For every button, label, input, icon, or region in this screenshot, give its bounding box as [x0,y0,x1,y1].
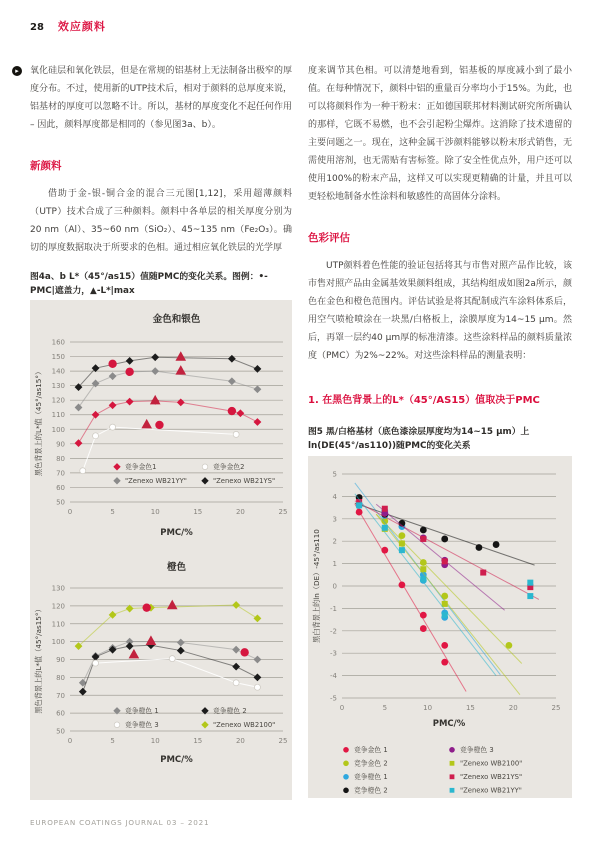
svg-text:竞争橙色 2: 竞争橙色 2 [213,707,247,715]
svg-text:5: 5 [382,704,388,712]
svg-text:竞争橙色 1: 竞争橙色 1 [125,707,159,715]
svg-text:-1: -1 [330,604,337,613]
svg-text:100: 100 [51,638,65,647]
right-column [308,62,572,453]
figure4-panel [30,300,292,800]
section-title: 效应颜料 [57,20,106,33]
svg-text:0: 0 [67,508,73,516]
figure5-caption-line1: 图5 黑/白格基材（底色漆涂层厚度均为14~15 μm）上 [308,427,530,437]
svg-text:金色和银色: 金色和银色 [152,314,201,325]
figure4-caption-line2: PMC|遮盖力，▲-L*|max [30,285,135,296]
svg-text:"Zenexo WB2100": "Zenexo WB2100" [213,721,276,729]
svg-text:10: 10 [150,508,160,516]
svg-text:80: 80 [56,673,65,682]
svg-text:90: 90 [56,440,65,449]
svg-text:PMC/%: PMC/% [160,755,193,765]
svg-text:160: 160 [51,338,65,347]
svg-text:20: 20 [235,508,245,516]
svg-text:10: 10 [423,704,433,712]
svg-text:0: 0 [339,704,345,712]
svg-text:橙色: 橙色 [166,562,187,573]
right-paragraph-2: UTP颜料着色性能的验证包括将其与市售对照产品作比较，该市售对照产品由金属基效果颜料组成，其结构组成如图2a所示，颜色在金色和橙色范围内。评估试验是将其配制成汽车涂料体系后，用空气喷枪喷涂在一块黑/白格板上，涂膜厚度为14~15 μm。然后，再罩一层约40 μm厚的标准清漆。这些涂料样品的颜料质量浓度（PMC）为2%~22%。对这些涂料样品的测量表明： [308,261,572,361]
chart-fig5 [308,456,572,798]
left-column [15,62,292,298]
svg-text:0: 0 [67,737,73,745]
heading-new-pigments: 新颜料 [30,160,62,172]
svg-text:5: 5 [110,508,115,516]
svg-text:黑色背景上的L*值（45°/as15°）: 黑色背景上的L*值（45°/as15°） [34,605,43,714]
figure5-caption-line2: ln(DE(45°/as110))随PMC的变化关系 [308,440,471,451]
left-paragraph-1: 氧化硅层和氧化铁层，但是在常规的铝基材上无法制备出极窄的厚度分布。不过，使用新的UTP技术后，相对于颜料的总厚度来说，铝基材的厚度可以忽略不计。所以，基材的厚度变化不起任何作用 – 因此，颜料厚度都是相同的（参见图3a、b）。 [30,66,292,130]
svg-text:120: 120 [51,602,65,611]
svg-text:"Zenexo WB21YS": "Zenexo WB21YS" [460,773,523,781]
page-header [30,18,106,34]
svg-text:150: 150 [51,353,65,362]
svg-text:竞争橙色 1: 竞争橙色 1 [354,773,388,781]
svg-text:黑色背景上的L*值（45°/as15°）: 黑色背景上的L*值（45°/as15°） [34,367,43,477]
figure4-caption [30,271,292,298]
svg-text:-5: -5 [330,694,337,703]
svg-text:1: 1 [332,560,337,569]
svg-text:50: 50 [56,498,65,507]
svg-text:PMC/%: PMC/% [160,528,193,538]
svg-text:25: 25 [278,737,288,745]
svg-text:70: 70 [56,691,65,700]
svg-text:110: 110 [51,411,65,420]
page-number: 28 [30,22,44,33]
svg-text:0: 0 [332,582,337,591]
svg-text:-2: -2 [330,627,337,636]
svg-text:70: 70 [56,469,65,478]
chart-orange [30,550,292,800]
svg-text:50: 50 [56,727,65,736]
page-footer: EUROPEAN COATINGS JOURNAL 03 – 2021 [30,818,210,827]
svg-text:竞争金色 2: 竞争金色 2 [354,759,388,768]
svg-text:140: 140 [51,367,65,376]
svg-text:15: 15 [193,508,203,516]
heading-result-1: 1. 在黑色背景上的L*（45°/AS15）值取决于PMC [308,395,540,406]
heading-color-evaluation: 色彩评估 [308,232,350,244]
svg-text:3: 3 [332,515,337,524]
svg-text:100: 100 [51,425,65,434]
chart-gold-silver [30,300,292,550]
figure5-panel [308,456,572,798]
svg-text:4: 4 [332,492,337,501]
svg-text:10: 10 [150,737,160,745]
svg-text:120: 120 [51,396,65,405]
svg-text:5: 5 [332,470,337,479]
svg-text:90: 90 [56,656,65,664]
arrow-bullet-icon: ▸ [12,66,22,76]
svg-text:竞争橙色 3: 竞争橙色 3 [460,746,494,754]
svg-text:60: 60 [56,709,65,718]
svg-text:黑白背景上的ln（DE）-45°/as110: 黑白背景上的ln（DE）-45°/as110 [312,529,321,643]
svg-text:15: 15 [193,737,203,745]
svg-text:"Zenexo WB21YY": "Zenexo WB21YY" [125,477,187,485]
svg-text:25: 25 [278,508,288,516]
svg-text:竞争金色2: 竞争金色2 [213,463,245,471]
svg-text:"Zenexo WB2100": "Zenexo WB2100" [460,759,523,768]
svg-text:25: 25 [551,704,561,712]
svg-text:2: 2 [332,537,337,546]
svg-text:130: 130 [51,584,65,593]
svg-text:"Zenexo WB21YS": "Zenexo WB21YS" [213,477,276,485]
svg-text:PMC/%: PMC/% [432,719,466,729]
svg-text:竞争橙色 2: 竞争橙色 2 [354,786,388,795]
svg-text:80: 80 [56,454,65,463]
lead-paragraph-block [15,62,292,134]
svg-text:竞争金色1: 竞争金色1 [125,463,157,471]
svg-text:"Zenexo WB21YY": "Zenexo WB21YY" [460,786,522,795]
figure5-caption [308,426,572,453]
svg-text:110: 110 [51,620,65,629]
svg-text:-3: -3 [330,649,337,658]
right-paragraph-1: 度来调节其色相。可以清楚地看到，铝基板的厚度减小到了最小值。在每种情况下，颜料中铝的重量百分率均小于15%。为此，也可以将颜料作为一种干粉末：正如德国联邦材料测试研究所所确认的那样，它既不易燃，也不会引起粉尘爆炸。这消除了技术遗留的主要问题之一。现在，这种金属干涉颜料能够以粉末形式销售，无需使用溶剂，也无需贴有害标签。除了安全性优点外，用户还可以使用100%的粉末产品，这样又可以实现更精确的计量，并且可以更轻松地制备水性涂料和敏感性的高固体分涂料。 [308,66,572,202]
svg-text:130: 130 [51,382,65,391]
svg-text:60: 60 [56,483,65,492]
svg-text:竞争橙色 3: 竞争橙色 3 [125,721,159,729]
svg-text:20: 20 [508,704,518,712]
svg-text:20: 20 [235,737,245,745]
figure4-caption-line1: 图4a、b L*（45°/as15）值随PMC的变化关系。图例：•- [30,272,268,282]
svg-text:竞争金色 1: 竞争金色 1 [354,746,388,754]
left-paragraph-2: 借助于金-银-铜合金的混合三元图[1,12]，采用超薄颜料（UTP）技术合成了三种颜料。颜料中各单层的相关厚度分别为20 nm（Al）、35~60 nm（SiO₂）、45~135 nm（Fe₂O₃）。确切的厚度数据取决于所要求的色相。通过相应氧化铁层的光学厚 [30,189,292,253]
svg-text:-4: -4 [330,672,337,681]
svg-text:5: 5 [110,737,115,745]
svg-text:15: 15 [465,704,475,712]
